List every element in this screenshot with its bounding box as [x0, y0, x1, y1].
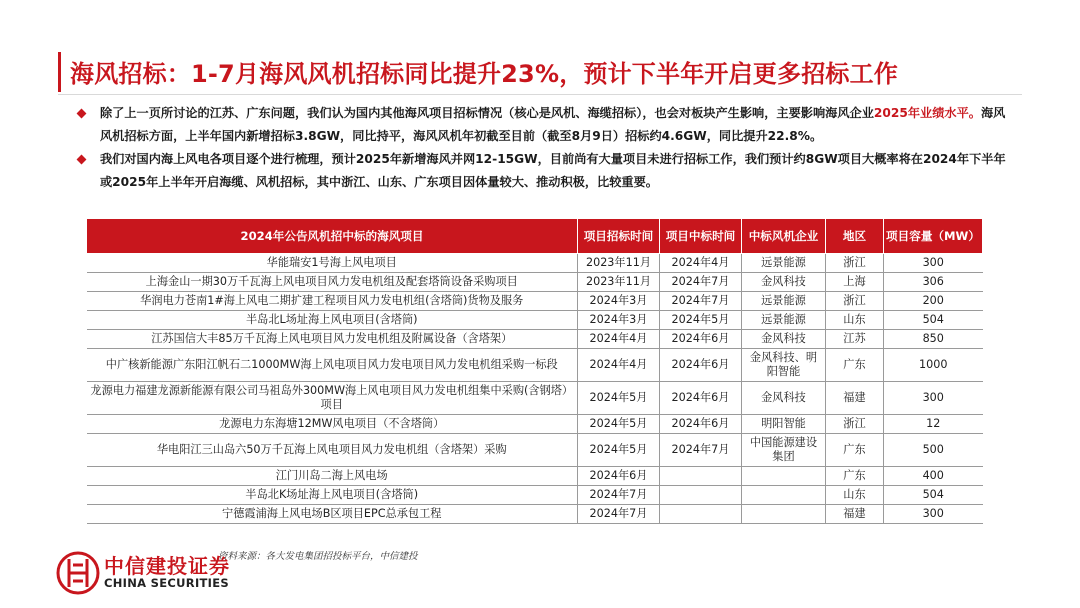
- title-divider: [58, 94, 1022, 95]
- cell-region: 山东: [826, 486, 884, 505]
- cell-bid-time: 2024年4月: [578, 349, 660, 382]
- logo-name-en: CHINA SECURITIES: [104, 576, 229, 590]
- logo-name-cn: 中信建投证券: [104, 554, 230, 578]
- table-row: [87, 434, 983, 467]
- cell-win-time: 2024年6月: [660, 349, 742, 382]
- cell-region: 浙江: [826, 254, 884, 273]
- header-region: 地区: [826, 219, 884, 254]
- source-note: 资料来源：各大发电集团招投标平台，中信建投: [218, 551, 418, 562]
- cell-bid-time: 2024年5月: [578, 434, 660, 467]
- cell-capacity: 306: [884, 273, 983, 292]
- cell-bid-time: 2024年3月: [578, 311, 660, 330]
- cell-region: 福建: [826, 382, 884, 415]
- cell-win-time: 2024年7月: [660, 434, 742, 467]
- header-bid-time: 项目招标时间: [578, 219, 660, 254]
- cell-win-time: 2024年7月: [660, 273, 742, 292]
- cell-win-time: 2024年4月: [660, 254, 742, 273]
- cell-project: 中广核新能源广东阳江帆石二1000MW海上风电项目风力发电项目风力发电机组采购一标段: [87, 349, 578, 382]
- cell-bid-time: 2024年4月: [578, 330, 660, 349]
- cell-project: 江苏国信大丰85万千瓦海上风电项目风力发电机组及附属设备（含塔架）: [87, 330, 578, 349]
- cell-win-time: 2024年6月: [660, 330, 742, 349]
- header-company: 中标风机企业: [742, 219, 826, 254]
- cell-capacity: 300: [884, 254, 983, 273]
- cell-project: 宁德霞浦海上风电场B区项目EPC总承包工程: [87, 505, 578, 524]
- cell-bid-time: 2024年3月: [578, 292, 660, 311]
- cell-bid-time: 2024年5月: [578, 382, 660, 415]
- table-row: [87, 273, 983, 292]
- cell-company: 明阳智能: [742, 415, 826, 434]
- cell-win-time: 2024年5月: [660, 311, 742, 330]
- citic-logo-icon: [56, 551, 100, 595]
- table-row: [87, 254, 983, 273]
- diamond-bullet-icon: [77, 155, 87, 165]
- cell-capacity: 400: [884, 467, 983, 486]
- cell-company: [742, 467, 826, 486]
- cell-bid-time: 2024年7月: [578, 486, 660, 505]
- cell-win-time: 2024年6月: [660, 415, 742, 434]
- table-row: [87, 311, 983, 330]
- cell-project: 华润电力苍南1#海上风电二期扩建工程项目风力发电机组(含塔筒)货物及服务: [87, 292, 578, 311]
- bullet-item: [76, 102, 1016, 148]
- cell-company: 金风科技: [742, 273, 826, 292]
- cell-capacity: 300: [884, 505, 983, 524]
- cell-win-time: 2024年7月: [660, 292, 742, 311]
- header-capacity: 项目容量（MW）: [884, 219, 983, 254]
- table-row: [87, 415, 983, 434]
- header-win-time: 项目中标时间: [660, 219, 742, 254]
- bullet-item: [76, 148, 1016, 194]
- cell-bid-time: 2024年7月: [578, 505, 660, 524]
- cell-capacity: 500: [884, 434, 983, 467]
- table-row: [87, 382, 983, 415]
- offshore-wind-tender-table: [86, 218, 983, 524]
- cell-region: 山东: [826, 311, 884, 330]
- cell-company: 中国能源建设集团: [742, 434, 826, 467]
- cell-region: 浙江: [826, 292, 884, 311]
- cell-company: [742, 505, 826, 524]
- cell-bid-time: 2023年11月: [578, 273, 660, 292]
- bullet-list: [76, 102, 1016, 194]
- cell-bid-time: 2024年6月: [578, 467, 660, 486]
- cell-project: 江门川岛二海上风电场: [87, 467, 578, 486]
- table-row: [87, 292, 983, 311]
- cell-project: 龙源电力福建龙源新能源有限公司马祖岛外300MW海上风电项目风力发电机组集中采购(含钢塔）项目: [87, 382, 578, 415]
- bullet-text: 我们对国内海上风电各项目逐个进行梳理，预计2025年新增海风并网12-15GW，目前尚有大量项目未进行招标工作，我们预计约8GW项目大概率将在2024年下半年或2025年上半年开启海缆、风机招标，其中浙江、山东、广东项目因体量较大、推动积极，比较重要。: [100, 152, 1006, 189]
- cell-win-time: [660, 505, 742, 524]
- cell-region: 福建: [826, 505, 884, 524]
- cell-region: 广东: [826, 467, 884, 486]
- cell-company: 远景能源: [742, 292, 826, 311]
- title-accent-bar: [58, 52, 61, 92]
- cell-capacity: 12: [884, 415, 983, 434]
- cell-win-time: [660, 486, 742, 505]
- cell-bid-time: 2023年11月: [578, 254, 660, 273]
- cell-region: 浙江: [826, 415, 884, 434]
- table-row: [87, 486, 983, 505]
- table-header-row: [87, 219, 983, 254]
- cell-project: 半岛北L场址海上风电项目(含塔筒): [87, 311, 578, 330]
- cell-region: 上海: [826, 273, 884, 292]
- bullet-text: 海风风机招标方面，上半年国内新增招标3.8GW，同比持平，海风风机年初截至目前（截至8月9日）招标约4.6GW，同比提升22.8%。: [100, 106, 1006, 143]
- cell-win-time: [660, 467, 742, 486]
- cell-capacity: 300: [884, 382, 983, 415]
- cell-region: 广东: [826, 434, 884, 467]
- cell-company: 远景能源: [742, 311, 826, 330]
- cell-project: 华电阳江三山岛六50万千瓦海上风电项目风力发电机组（含塔架）采购: [87, 434, 578, 467]
- diamond-bullet-icon: [77, 109, 87, 119]
- cell-capacity: 504: [884, 311, 983, 330]
- cell-company: 金风科技: [742, 330, 826, 349]
- cell-project: 华能瑞安1号海上风电项目: [87, 254, 578, 273]
- cell-company: 远景能源: [742, 254, 826, 273]
- table-row: [87, 467, 983, 486]
- header-project: 2024年公告风机招中标的海风项目: [87, 219, 578, 254]
- cell-bid-time: 2024年5月: [578, 415, 660, 434]
- table-row: [87, 349, 983, 382]
- cell-company: [742, 486, 826, 505]
- cell-project: 半岛北K场址海上风电项目(含塔筒): [87, 486, 578, 505]
- cell-win-time: 2024年6月: [660, 382, 742, 415]
- cell-company: 金风科技: [742, 382, 826, 415]
- cell-capacity: 850: [884, 330, 983, 349]
- cell-region: 广东: [826, 349, 884, 382]
- bullet-text: 2025年业绩水平。: [873, 106, 981, 120]
- cell-capacity: 200: [884, 292, 983, 311]
- cell-capacity: 504: [884, 486, 983, 505]
- cell-company: 金风科技、明阳智能: [742, 349, 826, 382]
- cell-capacity: 1000: [884, 349, 983, 382]
- bullet-text: 除了上一页所讨论的江苏、广东问题，我们认为国内其他海风项目招标情况（核心是风机、海缆招标），也会对板块产生影响，主要影响海风企业: [100, 106, 874, 120]
- page-title: 海风招标：1-7月海风风机招标同比提升23%，预计下半年开启更多招标工作: [70, 60, 899, 88]
- cell-region: 江苏: [826, 330, 884, 349]
- cell-project: 上海金山一期30万千瓦海上风电项目风力发电机组及配套塔筒设备采购项目: [87, 273, 578, 292]
- table-row: [87, 330, 983, 349]
- table-row: [87, 505, 983, 524]
- cell-project: 龙源电力东海塘12MW风电项目（不含塔筒）: [87, 415, 578, 434]
